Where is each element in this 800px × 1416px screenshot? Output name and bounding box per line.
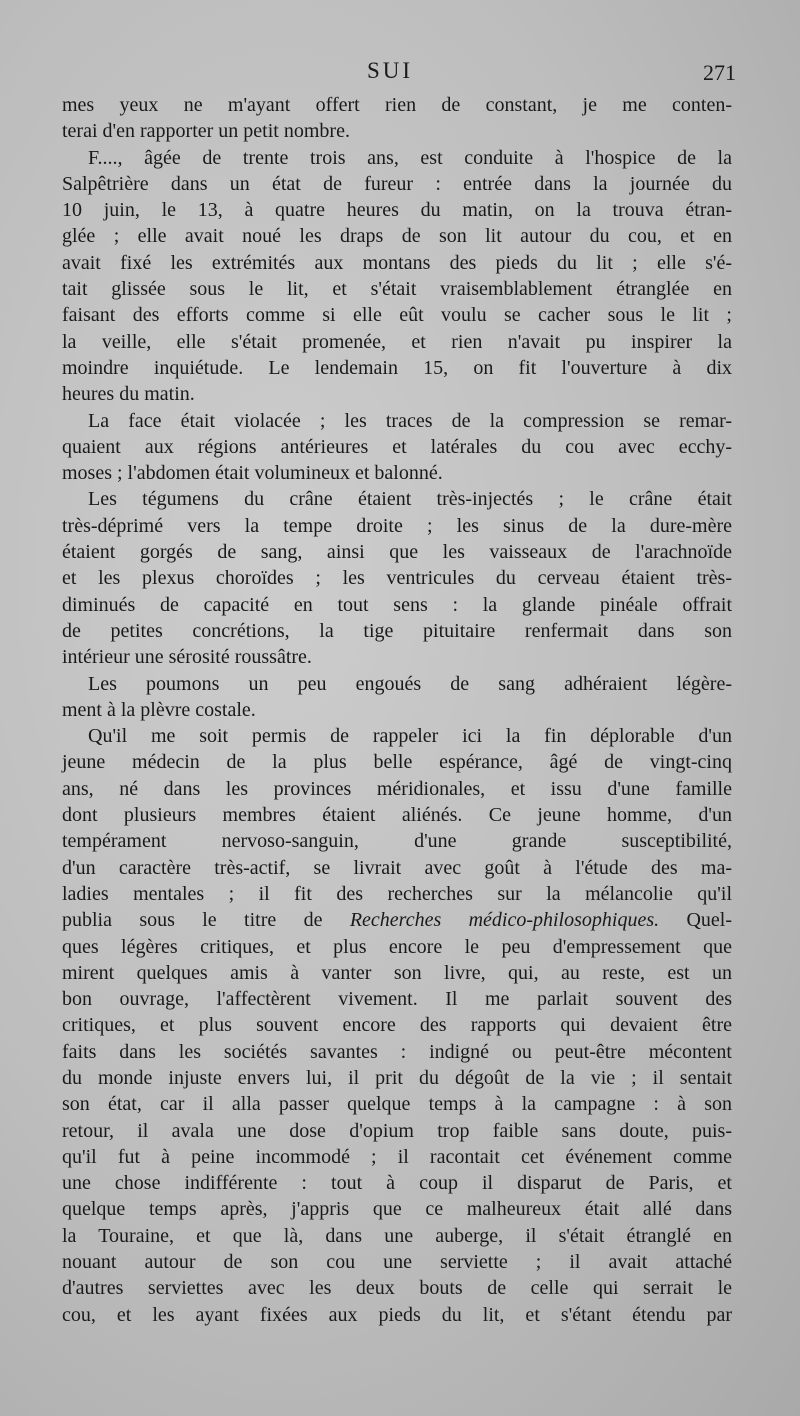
text-line: jeune médecin de la plus belle espérance, âgé de vingt-cinq: [62, 751, 732, 774]
text-line: diminués de capacité en tout sens : la glande pinéale offrait: [62, 593, 732, 616]
text-line: d'autres serviettes avec les deux bouts de celle qui serrait le: [62, 1277, 732, 1300]
text-line: Les poumons un peu engoués de sang adhéraient légère-: [88, 672, 732, 695]
text-line: 10 juin, le 13, à quatre heures du matin, on la trouva étran-: [62, 199, 732, 222]
text-line: faits dans les sociétés savantes : indigné ou peut-être mécontent: [62, 1040, 732, 1063]
running-head: [0, 58, 800, 88]
text-line: nouant autour de son cou une serviette ; il avait attaché: [62, 1251, 732, 1274]
text-line: ladies mentales ; il fit des recherches sur la mélancolie qu'il: [62, 882, 732, 905]
text-line: terai d'en rapporter un petit nombre.: [62, 120, 350, 143]
text-line: moses ; l'abdomen était volumineux et balonné.: [62, 462, 443, 485]
text-segment: Quel-: [659, 909, 733, 932]
text-line: la veille, elle s'était promenée, et rien n'avait pu inspirer la: [62, 330, 732, 353]
text-line: retour, il avala une dose d'opium trop faible sans doute, puis-: [62, 1119, 732, 1142]
text-line: Les tégumens du crâne étaient très-injectés ; le crâne était: [88, 488, 732, 511]
text-line: Salpêtrière dans un état de fureur : entrée dans la journée du: [62, 172, 732, 195]
text-line: d'un caractère très-actif, se livrait avec goût à l'étude des ma-: [62, 856, 732, 879]
text-line: critiques, et plus souvent encore des rapports qui devaient être: [62, 1014, 732, 1037]
text-line: faisant des efforts comme si elle eût voulu se cacher sous le lit ;: [62, 304, 732, 327]
text-line: de petites concrétions, la tige pituitaire renfermait dans son: [62, 619, 732, 642]
text-line: la Touraine, et que là, dans une auberge, il s'était étranglé en: [62, 1224, 732, 1247]
text-line: F...., âgée de trente trois ans, est conduite à l'hospice de la: [88, 146, 732, 169]
text-line: mirent quelques amis à vanter son livre, qui, au reste, est un: [62, 961, 732, 984]
text-line: ques légères critiques, et plus encore le peu d'empressement que: [62, 935, 732, 958]
text-line: tait glissée sous le lit, et s'était vraisemblablement étranglée en: [62, 278, 732, 301]
page-number: 271: [703, 60, 736, 85]
text-line: son état, car il alla passer quelque temps à la campagne : à son: [62, 1093, 732, 1116]
text-line: Qu'il me soit permis de rappeler ici la fin déplorable d'un: [88, 725, 732, 748]
text-line: et les plexus choroïdes ; les ventricules du cerveau étaient très-: [62, 567, 732, 590]
text-line: La face était violacée ; les traces de la compression se remar-: [88, 409, 732, 432]
text-line: moindre inquiétude. Le lendemain 15, on fit l'ouverture à dix: [62, 356, 732, 379]
text-line: glée ; elle avait noué les draps de son lit autour du cou, et en: [62, 225, 732, 248]
running-head-title: SUI: [367, 58, 414, 83]
text-line: avait fixé les extrémités aux montans des pieds du lit ; elle s'é-: [62, 251, 732, 274]
text-line: ment à la plèvre costale.: [62, 698, 256, 721]
text-line: étaient gorgés de sang, ainsi que les vaisseaux de l'arachnoïde: [62, 541, 732, 564]
text-line: mes yeux ne m'ayant offert rien de constant, je me conten-: [62, 94, 732, 116]
text-line: cou, et les ayant fixées aux pieds du lit, et s'étant étendu par: [62, 1303, 732, 1326]
text-line: heures du matin.: [62, 383, 195, 406]
text-line: dont plusieurs membres étaient aliénés. Ce jeune homme, d'un: [62, 804, 732, 827]
text-segment: publia sous le titre de: [62, 909, 350, 932]
italic-book-title: Recherches médico-philosophiques.: [349, 909, 660, 932]
text-line: qu'il fut à peine incommodé ; il racontait cet événement comme: [62, 1145, 732, 1168]
text-line: tempérament nervoso-sanguin, d'une grande susceptibilité,: [62, 830, 732, 853]
text-line: du monde injuste envers lui, il prit du dégoût de la vie ; il sentait: [62, 1066, 732, 1089]
text-line: ans, né dans les provinces méridionales, et issu d'une famille: [62, 777, 732, 800]
text-line: intérieur une sérosité roussâtre.: [62, 646, 312, 669]
text-line: quelque temps après, j'appris que ce malheureux était allé dans: [62, 1198, 732, 1221]
body-text: [62, 92, 732, 1328]
text-line: [62, 907, 732, 933]
text-line: quaient aux régions antérieures et latérales du cou avec ecchy-: [62, 435, 732, 458]
text-line: bon ouvrage, l'affectèrent vivement. Il me parlait souvent des: [62, 988, 732, 1011]
text-line: une chose indifférente : tout à coup il disparut de Paris, et: [62, 1172, 732, 1195]
text-line: très-déprimé vers la tempe droite ; les sinus de la dure-mère: [62, 514, 732, 537]
